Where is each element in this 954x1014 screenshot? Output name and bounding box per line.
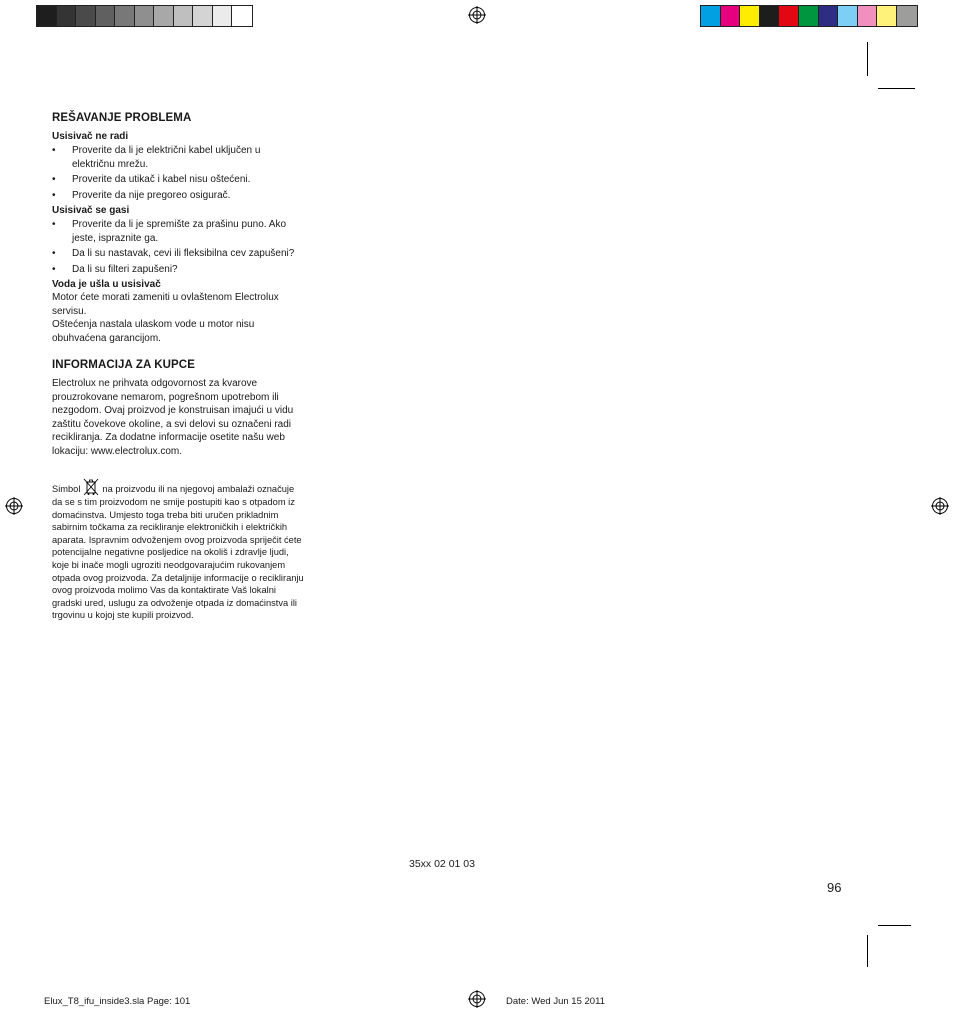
list-item: • Da li su filteri zapušeni? [52,263,178,275]
gray-swatch [174,6,194,26]
gray-swatch [154,6,174,26]
gray-swatch [115,6,135,26]
customer-info-text: Electrolux ne prihvata odgovornost za kvarove prouzrokovane nemarom, pogrešnom upotrebom ili nezgodom. Ovaj proizvod je konstruisan imajući u vidu zaštitu čovekove okoline, a svi delovi su označeni radi recikliranja. Za dodatne informacije osetite našu web lokaciju: www.electrolux.com. [52,378,294,457]
grayscale-calibration-bar [36,5,253,27]
list-item: • Proverite da li je spremište za prašinu puno. Ako jeste, ispraznite ga. [52,219,286,244]
subheading-shuts-off: Usisivač se gasi [52,205,130,216]
footer-file-info: Elux_T8_ifu_inside3.sla Page: 101 [44,996,191,1007]
list-item: • Proverite da nije pregoreo osigurač. [52,189,231,201]
gray-swatch [76,6,96,26]
text-column [52,112,304,622]
crop-mark [878,925,911,926]
color-swatch [858,6,878,26]
color-swatch [877,6,897,26]
list-item: • Da li su nastavak, cevi ili fleksibilna cev zapušeni? [52,248,295,259]
gray-swatch [193,6,213,26]
color-calibration-bar [700,5,918,27]
list-item: • Proverite da utikač i kabel nisu oštećeni. [52,174,251,185]
crossed-bin-icon [81,478,101,496]
bullet-list [52,218,304,276]
color-swatch [897,6,917,26]
gray-swatch [213,6,233,26]
gray-swatch [96,6,116,26]
color-swatch [740,6,760,26]
water-text-2: Oštećenja nastala ulaskom vode u motor nisu obuhvaćena garancijom. [52,319,255,344]
color-swatch [701,6,721,26]
color-swatch [721,6,741,26]
weee-notice [52,478,304,622]
section-title-troubleshooting: REŠAVANJE PROBLEMA [52,112,192,124]
list-item: • Proverite da li je električni kabel uključen u električnu mrežu. [52,145,261,170]
weee-text-rest: na proizvodu ili na njegovoj ambalaži označuje da se s tim proizvodom ne smije postupiti kao s otpadom iz domaćinstva. Umjesto toga treba biti uručen prikladnim sabirnim točkama za recikliranje elektroničkih i električkih aparata. Ispravnim odvoženjem ovog proizvoda spriječit ćete potencijalne negativne posljedice na okoliš i zdravlje ljudi, koje bi inače mogli ugroziti neodgovarajućim rukovanjem otpada ovog proizvoda. Za detaljnije informacije o recikliranju ovog proizvoda molimo Vas da kontaktirate Vaš lokalni gradski ured, uslugu za odvoženje otpada iz domaćinstva ili trgovinu u kojoj ste kupili proizvod. [52,484,304,621]
registration-mark-icon [931,497,949,515]
gray-swatch [37,6,57,26]
color-swatch [760,6,780,26]
bullet-list [52,144,304,202]
subheading-not-working: Usisivač ne radi [52,131,129,142]
crop-mark [867,42,868,76]
color-swatch [819,6,839,26]
gray-swatch [57,6,77,26]
crop-mark [867,935,868,967]
gray-swatch [232,6,252,26]
color-swatch [838,6,858,26]
registration-mark-icon [468,6,486,24]
document-code: 35xx 02 01 03 [409,858,475,870]
registration-mark-icon [468,990,486,1008]
subheading-water: Voda je ušla u usisivač [52,279,161,290]
registration-mark-icon [5,497,23,515]
water-text-1: Motor ćete morati zameniti u ovlaštenom Electrolux servisu. [52,292,279,317]
color-swatch [779,6,799,26]
footer-date: Date: Wed Jun 15 2011 [506,996,605,1007]
page-number: 96 [827,880,842,895]
weee-text-start: Simbol [52,484,81,494]
color-swatch [799,6,819,26]
section-title-customer-info: INFORMACIJA ZA KUPCE [52,359,195,371]
crop-mark [878,88,915,89]
gray-swatch [135,6,155,26]
